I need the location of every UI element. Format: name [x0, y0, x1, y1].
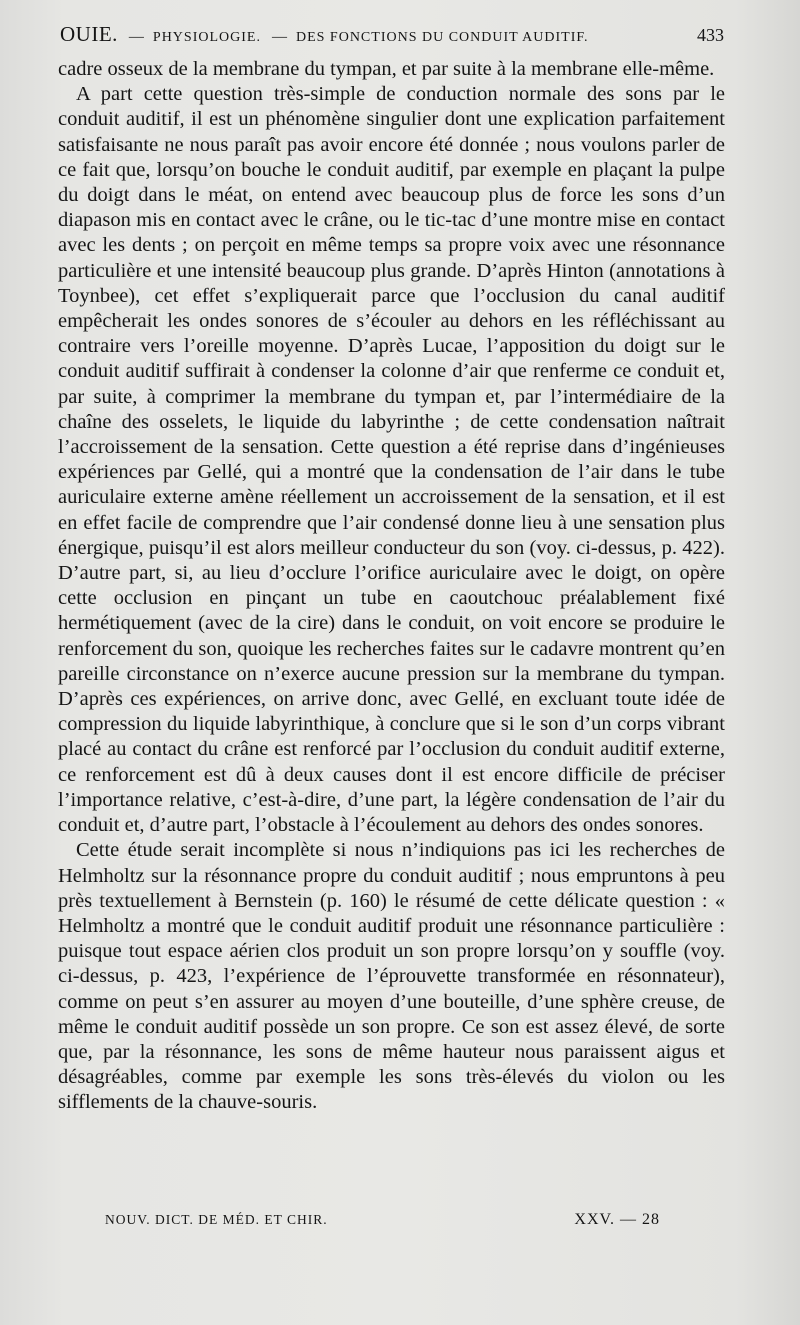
header-section: PHYSIOLOGIE. [152, 30, 261, 45]
page-footer [105, 1211, 660, 1229]
page-number: 433 [697, 25, 724, 45]
footer-publication: NOUV. DICT. DE MÉD. ET CHIR. [105, 1212, 328, 1227]
paragraph: cadre osseux de la membrane du tympan, et par suite à la membrane elle-même. [58, 58, 715, 80]
paragraph: A part cette question très-simple de conduction normale des sons par le conduit auditif, il est un phénomène singulier dont une explication parfaitement satisfaisante ne nous paraît pas avoir encore été donnée ; nous voulons parler de ce fait que, lorsqu’on bouche le conduit auditif, par exemple en plaçant la pulpe du doigt dans le méat, on entend avec beaucoup plus de force les sons d’un diapason mis en contact avec le crâne, ou le tic-tac d’une montre mise en contact avec les dents ; on perçoit en même temps sa propre voix avec une résonnance particulière et une intensité beaucoup plus grande. D’après Hinton (annotations à Toynbee), cet effet s’expliquerait parce que l’occlusion du canal auditif empêcherait les ondes sonores de s’écouler au dehors en les réfléchissant au contraire vers l’oreille moyenne. D’après Lucae, l’apposition du doigt sur le conduit auditif suffirait à condenser la colonne d’air que renferme ce conduit et, par suite, à comprimer la membrane du tympan et, par l’intermédiaire de la chaîne des osselets, le liquide du labyrinthe ; de cette condensation naîtrait l’accroissement de la sensation. Cette question a été reprise dans d’ingénieuses expériences par Gellé, qui a montré que la condensation de l’air dans le tube auriculaire externe amène réellement un accroissement de la sensation, et il est en effet facile de comprendre que l’air condensé donne lieu à une sensation plus énergique, puisqu’il est alors meilleur conducteur du son (voy. ci-dessus, p. 422). D’autre part, si, au lieu d’occlure l’orifice auriculaire avec le doigt, on opère cette occlusion en pinçant un tube en caoutchouc préalablement fixé hermétiquement (avec de la cire) dans le conduit, on voit encore se produire le renforcement du son, quoique les recherches faites sur le cadavre montrent qu’en pareille circonstance on n’exerce aucune pression sur la membrane du tympan. D’après ces expériences, on arrive donc, avec Gellé, en excluant toute idée de compression du liquide labyrinthique, à conclure que si le son d’un corps vibrant placé au contact du crâne est renforcé par l’occlusion du conduit auditif externe, ce renforcement est dû à deux causes dont il est encore difficile de préciser l’importance relative, c’est-à-dire, d’une part, la légère condensation de l’air du conduit et, d’autre part, l’obstacle à l’écoulement au dehors des ondes sonores. [58, 83, 725, 837]
footer-signature: XXV. — 28 [574, 1211, 660, 1228]
header-separator: — [128, 29, 144, 45]
header-subtitle: DES FONCTIONS DU CONDUIT AUDITIF. [295, 30, 589, 45]
header-title: OUIE. [60, 22, 118, 46]
body-text [58, 57, 725, 1116]
running-header [60, 22, 724, 48]
paragraph: Cette étude serait incomplète si nous n’indiquions pas ici les recherches de Helmholtz sur la résonnance propre du conduit auditif ; nous empruntons à peu près textuellement à Bernstein (p. 160) le résumé de cette délicate question : « Helmholtz a montré que le conduit auditif produit une résonnance particulière : puisque tout espace aérien clos produit un son propre lorsqu’on y souffle (voy. ci-dessus, p. 423, l’expérience de l’éprouvette transformée en résonnateur), comme on peut s’en assurer au moyen d’une bouteille, d’une sphère creuse, de même le conduit auditif possède un son propre. Ce son est assez élevé, de sorte que, par la résonnance, les sons de même hauteur nous paraissent aigus et désagréables, comme par exemple les sons très-élevés du violon ou les sifflements de la chauve-souris. [58, 839, 725, 1114]
header-separator: — [271, 29, 287, 45]
